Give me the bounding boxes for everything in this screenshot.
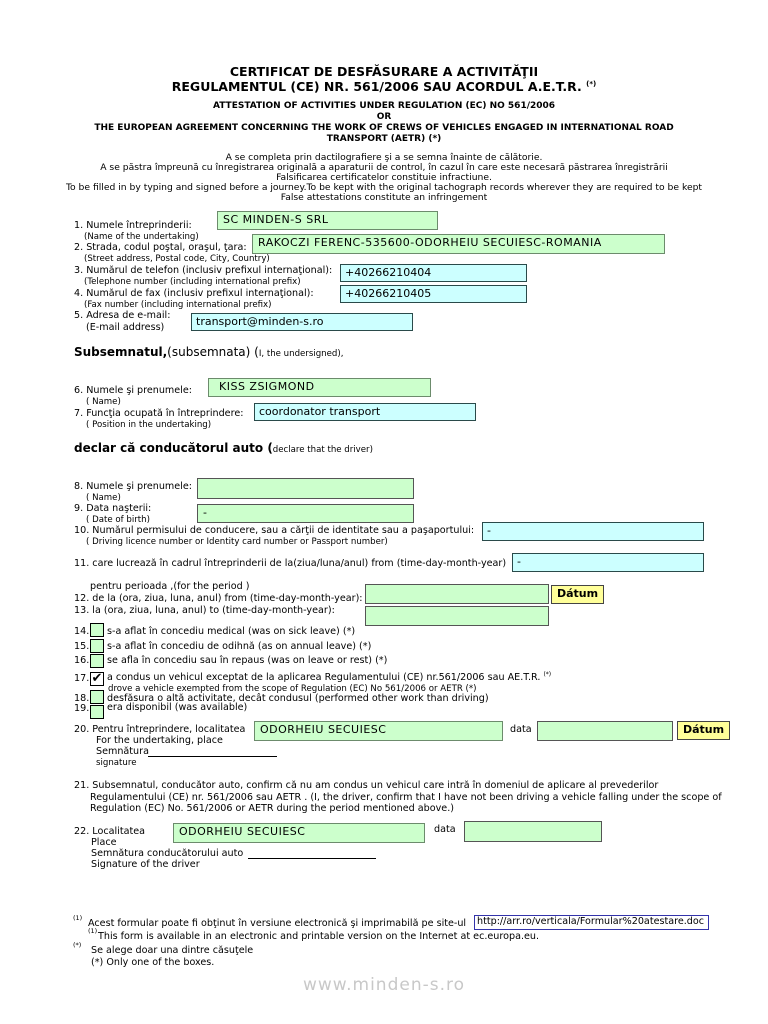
option-15-label: s-a aflat în concediu de odihnă (as on annual leave) (*) — [107, 641, 372, 652]
confirm-line2: Regulamentului (CE) nr. 561/2006 sau AETR . (I, the driver, confirm that I have not been driving a vehicle falling under the scope of — [90, 792, 722, 803]
label-licence-number: 10. Numărul permisului de conducere, sau a cărţii de identitate sau a paşaportului: — [74, 525, 475, 536]
footnote-3-text: Se alege doar una dintre căsuţele — [91, 945, 254, 956]
period-heading: pentru perioada ,(for the period ) — [90, 581, 250, 592]
note-2: A se păstra împreună cu înregistrarea originală a aparaturii de control, în cazul în care este necesară păstrarea înregistrării — [100, 162, 668, 173]
option-18-number: 18. — [74, 693, 90, 704]
undertaking-date-button[interactable]: Dátum — [677, 721, 730, 740]
label-undertaking-place: 20. Pentru întreprindere, localitatea — [74, 724, 246, 735]
driver-signature-label: Semnătura conducătorului auto — [91, 848, 244, 859]
title-line2-sup: (*) — [586, 79, 597, 88]
option-14-number: 14. — [74, 626, 90, 637]
label-period-from: 12. de la (ora, ziua, luna, anul) from (time-day-month-year): — [74, 593, 363, 604]
note-1: A se completa prin dactilografiere şi a se semna înainte de călătorie. — [225, 152, 543, 163]
note-3: Falsificarea certificatelor constituie infractiune. — [276, 172, 492, 183]
option-17-label — [107, 671, 551, 683]
footnote-4-text: (*) Only one of the boxes. — [91, 957, 215, 968]
option-19-checkbox[interactable] — [90, 705, 104, 719]
period-from-field[interactable] — [365, 584, 549, 604]
option-17-text: a condus un vehicul exceptat de la aplicarea Regulamentului (CE) nr.561/2006 sau AE.T.R. — [107, 672, 541, 684]
birth-date-field[interactable]: - — [197, 504, 414, 523]
option-16-label: se afla în concediu sau în repaus (was on leave or rest) (*) — [107, 655, 388, 666]
sublabel-undertaking-name: (Name of the undertaking) — [84, 232, 199, 242]
sublabel-street-address: (Street address, Postal code, City, Country) — [84, 254, 270, 264]
undertaking-signature-line[interactable] — [148, 756, 277, 757]
option-15-number: 15. — [74, 641, 90, 652]
option-17-checkbox[interactable]: ✔ — [91, 671, 103, 686]
label-fax: 4. Numărul de fax (inclusiv prefixul internaţional): — [74, 288, 314, 299]
option-18-label: desfăsura o altă activitate, decât condusul (performed other work than driving) — [107, 693, 489, 704]
option-15-checkbox[interactable] — [90, 639, 104, 653]
driver-signature-label-en: Signature of the driver — [91, 859, 200, 870]
driver-place-field[interactable]: ODORHEIU SECUIESC — [173, 823, 425, 843]
undersigned-heading-en: I, the undersigned), — [258, 349, 344, 359]
street-address-field[interactable]: RAKOCZI FERENC-535600-ODORHEIU SECUIESC-ROMANIA — [252, 234, 665, 254]
footnote-1-marker: (1) — [73, 914, 83, 922]
period-from-date-button[interactable]: Dátum — [551, 585, 604, 604]
label-signer-position: 7. Funcţia ocupată în întreprindere: — [74, 408, 244, 419]
driver-heading-en: declare that the driver) — [272, 445, 373, 455]
fax-field[interactable]: +40266210405 — [340, 285, 527, 303]
sublabel-telephone: (Telephone number (including international prefix) — [84, 277, 301, 287]
undertaking-signature-label-en: signature — [96, 758, 137, 768]
footnote-1-text: Acest formular poate fi obţinut în versiune electronică şi imprimabilă pe site-ul — [88, 918, 467, 929]
watermark: www.minden-s.ro — [302, 975, 466, 995]
title-en3: THE EUROPEAN AGREEMENT CONCERNING THE WORK OF CREWS OF VEHICLES ENGAGED IN INTERNATIONAL ROAD — [94, 123, 674, 133]
form-download-link[interactable]: http://arr.ro/verticala/Formular%20atestare.doc — [474, 915, 709, 930]
telephone-field[interactable]: +40266210404 — [340, 264, 527, 282]
driver-heading-bold: declar că conducătorul auto ( — [74, 441, 273, 455]
option-14-label: s-a aflat în concediu medical (was on sick leave) (*) — [107, 626, 356, 637]
driver-heading — [74, 441, 373, 455]
undertaking-place-field[interactable]: ODORHEIU SECUIESC — [254, 721, 503, 741]
signer-name-field[interactable]: KISS ZSIGMOND — [208, 378, 431, 397]
label-driver-name: 8. Numele şi prenumele: — [74, 481, 192, 492]
employment-start-field[interactable]: - — [512, 553, 704, 572]
driver-signature-line[interactable] — [248, 858, 376, 859]
undersigned-heading-bold: Subsemnatul, — [74, 345, 168, 359]
driver-date-field[interactable] — [464, 821, 602, 842]
sublabel-signer-position: ( Position in the undertaking) — [86, 420, 212, 430]
confirm-line3: Regulation (EC) No. 561/2006 or AETR during the period mentioned above.) — [90, 803, 454, 814]
label-employment-start: 11. care lucrează în cadrul întreprinderii de la(ziua/luna/anul) from (time-day-month-year) — [74, 558, 507, 569]
sublabel-fax: (Fax number (including international prefix) — [84, 300, 272, 310]
option-19-label: era disponibil (was available) — [107, 702, 248, 713]
label-period-to: 13. la (ora, ziua, luna, anul) to (time-day-month-year): — [74, 605, 335, 616]
note-4: To be filled in by typing and signed before a journey.To be kept with the original tachograph records wherever they are required to be kept — [65, 182, 703, 193]
sublabel-signer-name: ( Name) — [86, 397, 121, 407]
sublabel-birth-date: ( Date of birth) — [86, 515, 150, 525]
email-field[interactable]: transport@minden-s.ro — [191, 313, 413, 331]
label-telephone: 3. Numărul de telefon (inclusiv prefixul internaţional): — [74, 265, 333, 276]
option-17-label-en: drove a vehicle exempted from the scope of Regulation (EC) No 561/2006 or AETR (*) — [108, 684, 477, 694]
option-16-number: 16. — [74, 655, 90, 666]
undertaking-date-label: data — [510, 724, 532, 735]
sublabel-licence-number: ( Driving licence number or Identity card number or Passport number) — [86, 537, 388, 547]
option-18-checkbox[interactable] — [90, 690, 104, 704]
title-line2-text: REGULAMENTUL (CE) NR. 561/2006 SAU ACORDUL A.E.T.R. — [171, 79, 582, 94]
title-line2 — [0, 79, 768, 94]
undertaking-name-field[interactable]: SC MINDEN-S SRL — [217, 211, 438, 230]
label-street-address: 2. Strada, codul poştal, oraşul, ţara: — [74, 242, 247, 253]
option-17-sup: (*) — [543, 671, 552, 678]
licence-number-field[interactable]: - — [482, 522, 704, 541]
title-line1: CERTIFICAT DE DESFĂSURARE A ACTIVITĂŢII — [229, 64, 539, 79]
sublabel-driver-place: Place — [91, 837, 117, 848]
title-en4: TRANSPORT (AETR) (*) — [326, 134, 442, 144]
label-driver-place: 22. Localitatea — [74, 826, 146, 837]
undersigned-heading — [74, 345, 343, 359]
driver-date-label: data — [434, 824, 456, 835]
option-16-checkbox[interactable] — [90, 654, 104, 668]
label-email: 5. Adresa de e-mail: — [74, 310, 171, 321]
footnote-3-marker: (*) — [73, 941, 82, 949]
option-19-number: 19. — [74, 703, 90, 714]
note-5: False attestations constitute an infringement — [280, 192, 488, 203]
sublabel-driver-name: ( Name) — [86, 493, 121, 503]
footnote-2-marker: (1) — [88, 927, 98, 935]
undertaking-date-field[interactable] — [537, 721, 673, 741]
undertaking-signature-label: Semnătura — [96, 746, 149, 757]
label-undertaking-name: 1. Numele întreprinderii: — [74, 220, 192, 231]
sublabel-email: (E-mail address) — [86, 322, 165, 333]
label-signer-name: 6. Numele şi prenumele: — [74, 385, 192, 396]
option-17-number: 17. — [74, 673, 90, 684]
title-en2: OR — [376, 112, 392, 122]
option-14-checkbox[interactable] — [90, 623, 104, 637]
confirm-line1: 21. Subsemnatul, conducător auto, confirm că nu am condus un vehicul care intră în domeniul de aplicare al prevederilor — [74, 780, 659, 791]
signer-position-field[interactable]: coordonator transport — [254, 403, 476, 421]
footnote-2-text: This form is available in an electronic and printable version on the Internet at ec.europa.eu. — [98, 931, 540, 942]
driver-name-field[interactable] — [197, 478, 414, 499]
label-birth-date: 9. Data naşterii: — [74, 503, 152, 514]
sublabel-undertaking-place: For the undertaking, place — [96, 735, 223, 746]
period-to-field[interactable] — [365, 606, 549, 626]
title-en1: ATTESTATION OF ACTIVITIES UNDER REGULATION (EC) NO 561/2006 — [212, 101, 556, 111]
undersigned-heading-rest: (subsemnata) ( — [167, 345, 259, 359]
